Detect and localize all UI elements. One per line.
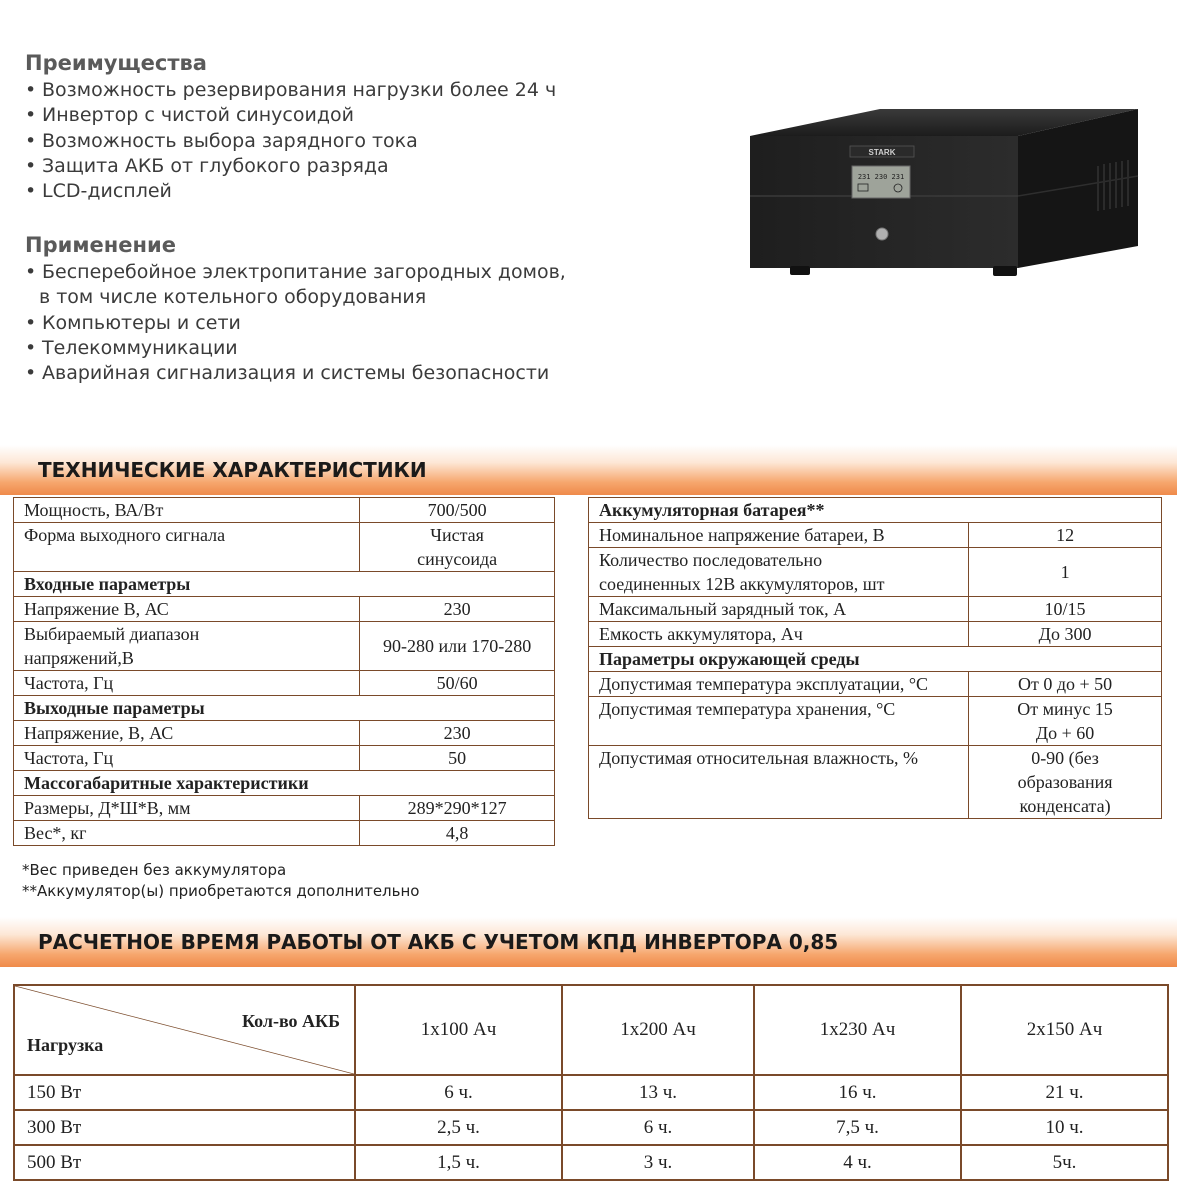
footnote: *Вес приведен без аккумулятора [22,861,287,879]
spec-label: Емкость аккумулятора, Ач [589,622,969,647]
spec-label: Выбираемый диапазон напряжений,В [14,622,360,671]
table-row [589,672,1162,697]
runtime-table [13,984,1169,1181]
bullet-icon: • [25,154,37,177]
spec-label: Мощность, ВА/Вт [14,498,360,523]
spec-label: Допустимая относительная влажность, % [589,746,969,819]
spec-section-header: Аккумуляторная батарея** [589,498,1162,523]
advantages-block [25,50,645,204]
list-item: • Возможность резервирования нагрузки более 24 ч [25,78,645,103]
table-cell: 5ч. [961,1145,1168,1180]
table-row [14,771,555,796]
list-item-continuation: в том числе котельного оборудования [39,286,427,309]
table-row [589,498,1162,523]
runtime-section-title: РАСЧЕТНОЕ ВРЕМЯ РАБОТЫ ОТ АКБ С УЧЕТОМ КПД ИНВЕРТОРА 0,85 [38,930,839,954]
spec-label: Форма выходного сигнала [14,523,360,572]
table-row [14,671,555,696]
bullet-icon: • [25,129,37,152]
advantages-list [25,78,645,204]
spec-label: Частота, Гц [14,671,360,696]
column-header: 2х150 Ач [961,985,1168,1075]
corner-header-cell [14,985,355,1075]
table-cell: 13 ч. [562,1075,754,1110]
list-item: • Инвертор с чистой синусоидой [25,103,645,128]
spec-table-right [588,497,1162,819]
table-cell: 3 ч. [562,1145,754,1180]
advantages-title: Преимущества [25,51,207,75]
table-row [589,647,1162,672]
lcd-display-text: 231 230 231 [857,173,905,181]
spec-label: Количество последовательно соединенных 12В аккумуляторов, шт [589,548,969,597]
table-row [14,746,555,771]
table-cell: 10 ч. [961,1110,1168,1145]
spec-section-header: Входные параметры [14,572,555,597]
spec-value: От минус 15 До + 60 [969,697,1162,746]
table-row [14,1075,1168,1110]
table-row [14,572,555,597]
table-cell: 6 ч. [355,1075,562,1110]
power-button-icon [876,228,888,240]
spec-label: Допустимая температура эксплуатации, °С [589,672,969,697]
table-row [14,696,555,721]
application-list [25,260,665,386]
column-header: 1х100 Ач [355,985,562,1075]
load-label: 150 Вт [14,1075,355,1110]
spec-label: Напряжение, В, АС [14,721,360,746]
spec-value: 12 [969,523,1162,548]
table-header-row [14,985,1168,1075]
table-row [14,523,555,572]
spec-label: Вес*, кг [14,821,360,846]
spec-value: 10/15 [969,597,1162,622]
bullet-icon: • [25,311,37,334]
spec-section-header: Параметры окружающей среды [589,647,1162,672]
table-cell: 1,5 ч. [355,1145,562,1180]
list-item: • Аварийная сигнализация и системы безопасности [25,361,665,386]
spec-value: До 300 [969,622,1162,647]
bullet-icon: • [25,336,37,359]
corner-top-label: Кол-во АКБ [241,1011,340,1031]
table-row [589,548,1162,597]
table-row [14,498,555,523]
spec-section-header: Массогабаритные характеристики [14,771,555,796]
table-row [589,597,1162,622]
product-image [748,106,1143,281]
spec-value: 230 [360,721,555,746]
brand-logo-text: STARK [868,148,896,157]
spec-value: 230 [360,597,555,622]
spec-label: Размеры, Д*Ш*В, мм [14,796,360,821]
spec-table-left [13,497,555,846]
spec-label: Частота, Гц [14,746,360,771]
bullet-icon: • [25,362,37,385]
bullet-icon: • [25,261,37,283]
spec-label: Максимальный зарядный ток, А [589,597,969,622]
table-row [14,1145,1168,1180]
list-item: • Компьютеры и сети [25,311,665,336]
corner-bottom-label: Нагрузка [27,1035,104,1055]
spec-section-header: Выходные параметры [14,696,555,721]
table-cell: 21 ч. [961,1075,1168,1110]
spec-value: 1 [969,548,1162,597]
load-label: 500 Вт [14,1145,355,1180]
spec-value: 0-90 (без образования конденсата) [969,746,1162,819]
spec-label: Напряжение В, АС [14,597,360,622]
spec-value: 4,8 [360,821,555,846]
table-row [14,721,555,746]
bullet-icon: • [25,79,37,101]
application-title: Применение [25,233,176,257]
spec-value: 90-280 или 170-280 [360,622,555,671]
table-cell: 4 ч. [754,1145,961,1180]
tech-section-title: ТЕХНИЧЕСКИЕ ХАРАКТЕРИСТИКИ [38,458,427,482]
spec-value: 289*290*127 [360,796,555,821]
list-item: • Телекоммуникации [25,336,665,361]
table-row [589,697,1162,746]
table-row [14,796,555,821]
table-cell: 7,5 ч. [754,1110,961,1145]
table-cell: 2,5 ч. [355,1110,562,1145]
load-label: 300 Вт [14,1110,355,1145]
spec-value: 700/500 [360,498,555,523]
bullet-icon: • [25,104,37,127]
table-row [589,622,1162,647]
list-item: • Возможность выбора зарядного тока [25,129,645,154]
spec-value: 50 [360,746,555,771]
list-item: • Бесперебойное электропитание загородных домов, [25,260,665,285]
table-row [14,821,555,846]
list-item: • Защита АКБ от глубокого разряда [25,154,645,179]
table-cell: 16 ч. [754,1075,961,1110]
spec-label: Номинальное напряжение батареи, В [589,523,969,548]
bullet-icon: • [25,180,37,203]
table-cell: 6 ч. [562,1110,754,1145]
spec-value: От 0 до + 50 [969,672,1162,697]
table-row [14,1110,1168,1145]
spec-value: Чистая синусоида [360,523,555,572]
application-block [25,232,665,386]
spec-value: 50/60 [360,671,555,696]
footnote: **Аккумулятор(ы) приобретаются дополнительно [22,882,420,900]
table-row [589,523,1162,548]
table-row [14,622,555,671]
table-row [14,597,555,622]
table-row [589,746,1162,819]
spec-label: Допустимая температура хранения, °С [589,697,969,746]
column-header: 1х230 Ач [754,985,961,1075]
list-item: • LCD-дисплей [25,179,645,204]
column-header: 1х200 Ач [562,985,754,1075]
